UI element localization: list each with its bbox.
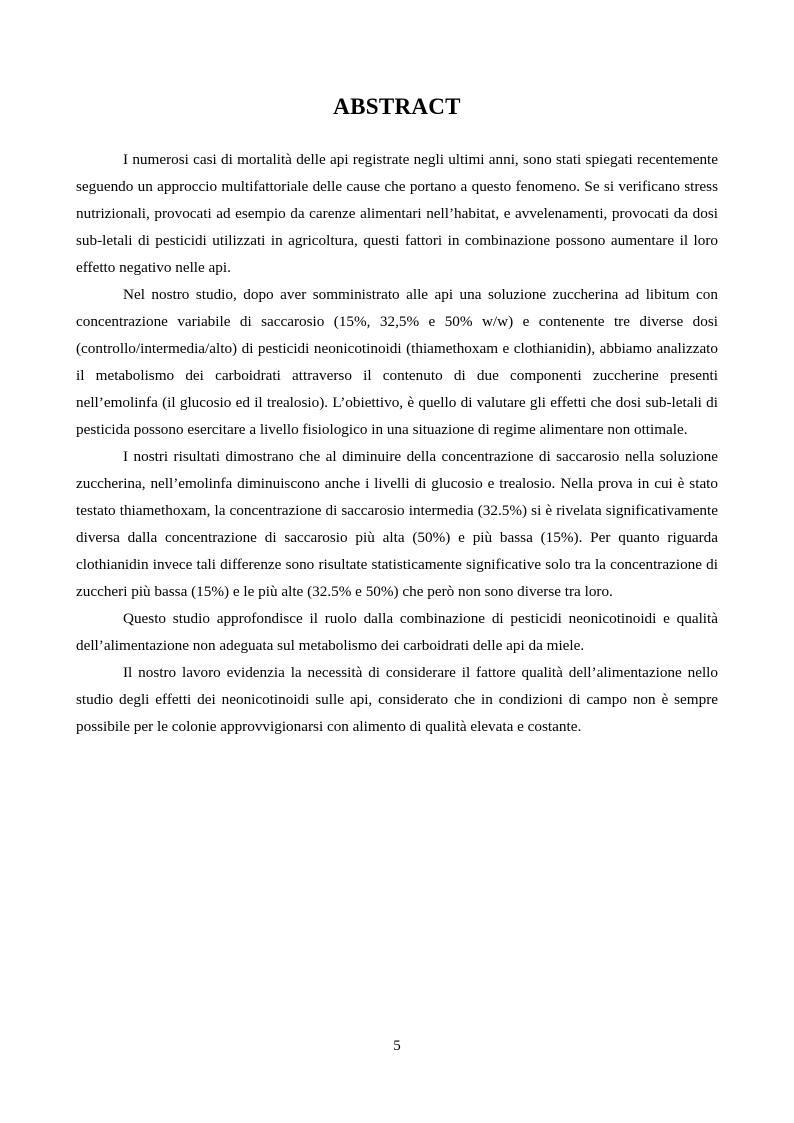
paragraph-4: Questo studio approfondisce il ruolo dalla combinazione di pesticidi neonicotinoidi e qualità dell’alimentazione non adeguata sul metabolismo dei carboidrati delle api da miele.	[76, 610, 718, 654]
paragraph-5: Il nostro lavoro evidenzia la necessità di considerare il fattore qualità dell’alimentazione nello studio degli effetti dei neonicotinoidi sulle api, considerato che in condizioni di campo non è sempre possibile per le colonie approvvigionarsi con alimento di qualità elevata e costante.	[76, 664, 718, 735]
page-number: 5	[393, 1038, 401, 1054]
paragraph-2: Nel nostro studio, dopo aver somministrato alle api una soluzione zuccherina ad libitum con concentrazione variabile di saccarosio (15%, 32,5% e 50% w/w) e contenente tre diverse dosi (controllo/intermedia/alto) di pesticidi neonicotinoidi (thiamethoxam e clothianidin), abbiamo analizzato il metabolismo dei carboidrati attraverso il contenuto di due componenti zuccherine presenti nell’emolinfa (il glucosio ed il trealosio). L’obiettivo, è quello di valutare gli effetti che dosi sub-letali di pesticida possono esercitare a livello fisiologico in una situazione di regime alimentare non ottimale.	[76, 286, 718, 438]
paragraph-1: I numerosi casi di mortalità delle api registrate negli ultimi anni, sono stati spiegati recentemente seguendo un approccio multifattoriale delle cause che portano a questo fenomeno. Se si verificano stress nutrizionali, provocati ad esempio da carenze alimentari nell’habitat, e avvelenamenti, provocati da dosi sub-letali di pesticidi utilizzati in agricoltura, questi fattori in combinazione possono aumentare il loro effetto negativo nelle api.	[76, 151, 718, 276]
abstract-body	[76, 146, 718, 740]
page-title: ABSTRACT	[333, 94, 461, 119]
paragraph-3: I nostri risultati dimostrano che al diminuire della concentrazione di saccarosio nella soluzione zuccherina, nell’emolinfa diminuiscono anche i livelli di glucosio e trealosio. Nella prova in cui è stato testato thiamethoxam, la concentrazione di saccarosio intermedia (32.5%) si è rivelata significativamente diversa dalla concentrazione di saccarosio più alta (50%) e più bassa (15%). Per quanto riguarda clothianidin invece tali differenze sono risultate statisticamente significative solo tra la concentrazione di zuccheri più bassa (15%) e le più alte (32.5% e 50%) che però non sono diverse tra loro.	[76, 448, 718, 600]
